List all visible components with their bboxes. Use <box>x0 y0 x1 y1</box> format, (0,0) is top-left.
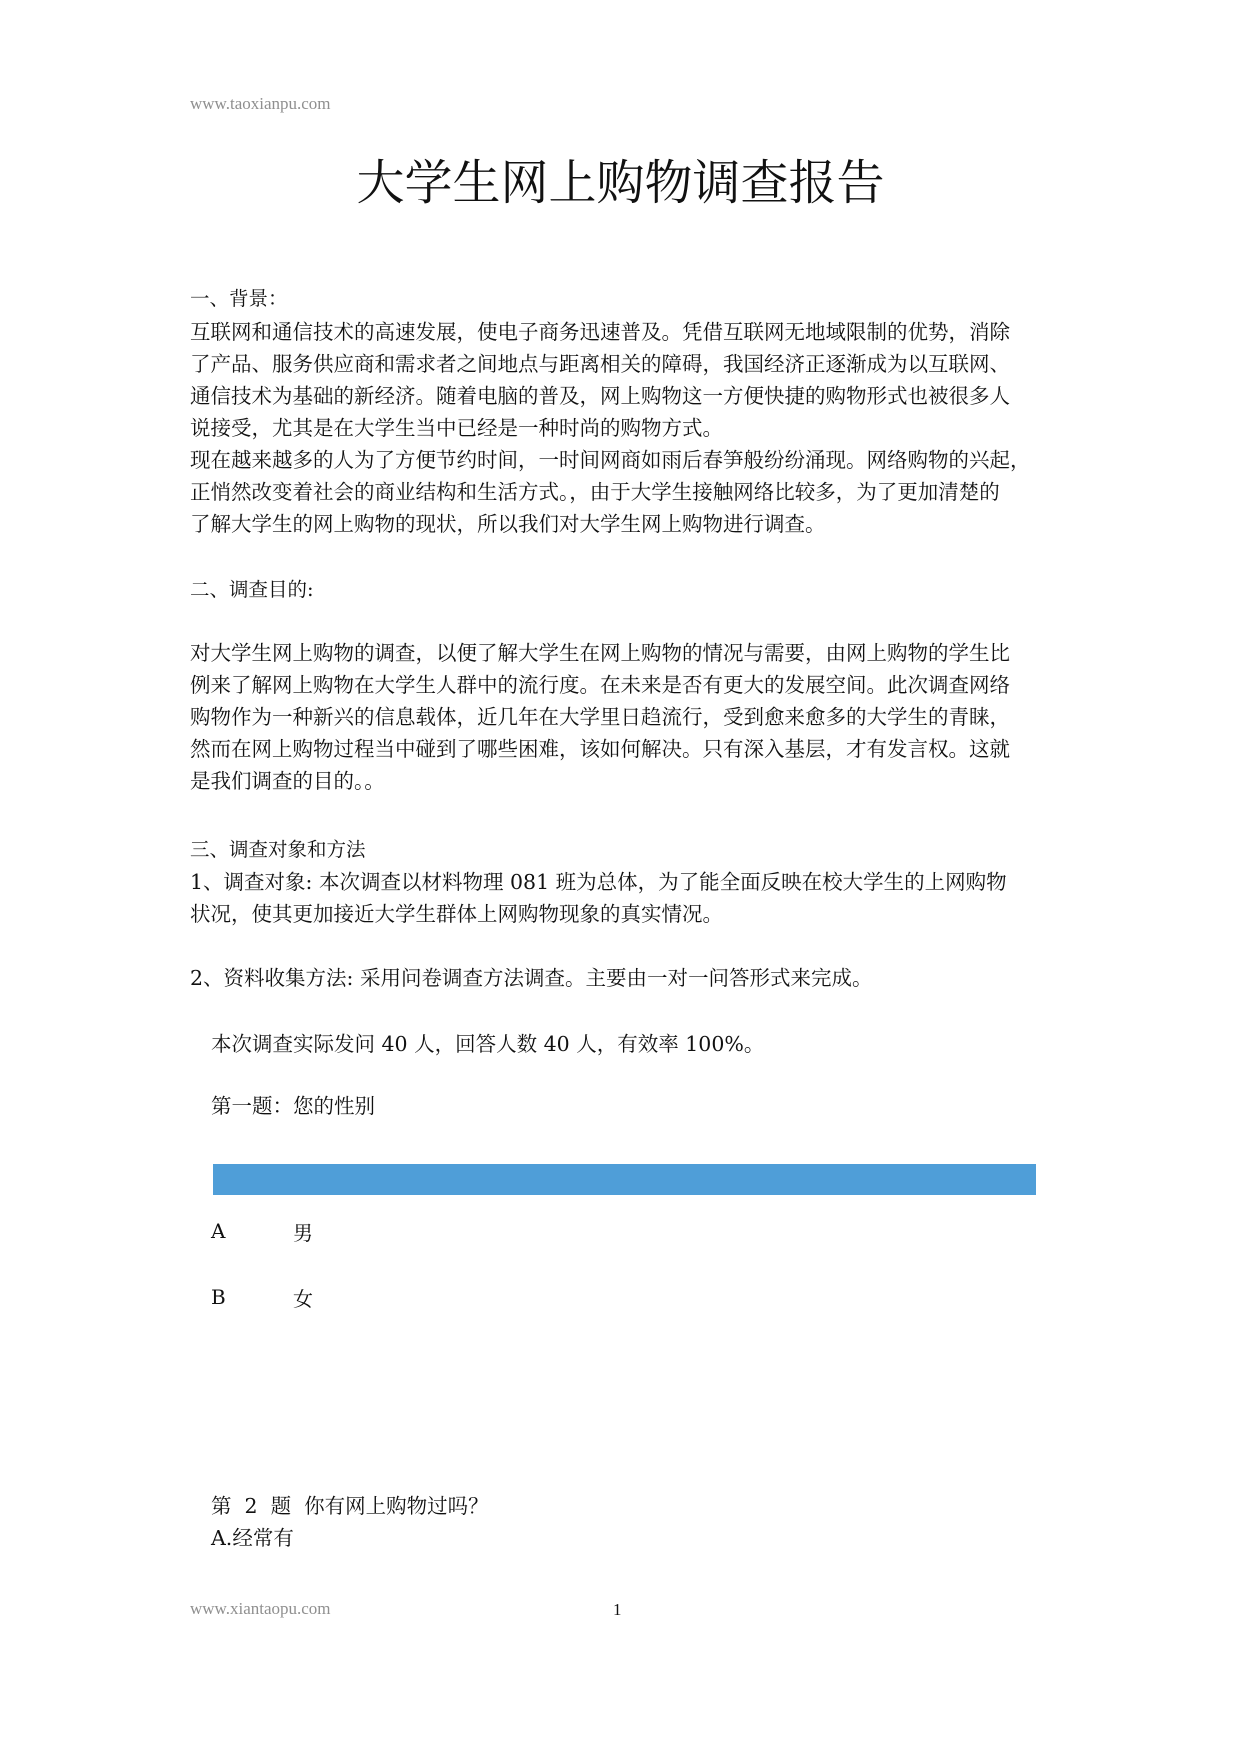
section-heading-background: 一、背景： <box>190 287 288 310</box>
text-line: 1、调查对象: 本次调查以材料物理 081 班为总体，为了能全面反映在校大学生的上网购物 <box>190 870 1007 894</box>
question-2-option-a: A.经常有 <box>211 1526 294 1550</box>
question-1-label: 第一题：您的性别 <box>211 1094 375 1118</box>
question-1-bar <box>213 1164 1036 1195</box>
background-paragraph-2 <box>190 444 1065 540</box>
text-line: 现在越来越多的人为了方便节约时间，一时间网商如雨后春笋般纷纷涌现。网络购物的兴起， <box>190 448 1031 472</box>
background-paragraph-1 <box>190 316 1065 444</box>
text-line: 了产品、服务供应商和需求者之间地点与距离相关的障碍，我国经济正逐渐成为以互联网、 <box>190 352 1010 376</box>
option-text: 男 <box>293 1221 313 1245</box>
text-line: 购物作为一种新兴的信息载体，近几年在大学里日趋流行，受到愈来愈多的大学生的青睐， <box>190 705 1010 729</box>
text-line: 通信技术为基础的新经济。随着电脑的普及，网上购物这一方便快捷的购物形式也被很多人 <box>190 384 1010 408</box>
text-line: 了解大学生的网上购物的现状，所以我们对大学生网上购物进行调查。 <box>190 512 826 536</box>
text-line: 例来了解网上购物在大学生人群中的流行度。在未来是否有更大的发展空间。此次调查网络 <box>190 673 1010 697</box>
text-line: 正悄然改变着社会的商业结构和生活方式。，由于大学生接触网络比较多，为了更加清楚的 <box>190 480 1000 504</box>
option-text: 女 <box>293 1287 313 1311</box>
text-line: 对大学生网上购物的调查，以便了解大学生在网上购物的情况与需要，由网上购物的学生比 <box>190 641 1010 665</box>
survey-subject-paragraph <box>190 866 1065 930</box>
option-letter: A <box>211 1219 226 1243</box>
footer-url: www.xiantaopu.com <box>190 1599 331 1618</box>
text-line: 状况，使其更加接近大学生群体上网购物现象的真实情况。 <box>190 902 723 926</box>
text-line: 然而在网上购物过程当中碰到了哪些困难，该如何解决。只有深入基层，才有发言权。这就 <box>190 737 1010 761</box>
page-number: 1 <box>613 1600 622 1619</box>
header-url: www.taoxianpu.com <box>190 94 331 113</box>
data-collection-method: 2、资料收集方法: 采用问卷调查方法调查。主要由一对一问答形式来完成。 <box>190 966 873 990</box>
survey-stats: 本次调查实际发问 40 人，回答人数 40 人，有效率 100%。 <box>211 1032 765 1056</box>
text-line: 说接受，尤其是在大学生当中已经是一种时尚的购物方式。 <box>190 416 723 440</box>
purpose-paragraph <box>190 637 1065 797</box>
text-line: 互联网和通信技术的高速发展，使电子商务迅速普及。凭借互联网无地域限制的优势，消除 <box>190 320 1010 344</box>
text-line: 是我们调查的目的。。 <box>190 769 385 793</box>
option-letter: B <box>211 1285 226 1309</box>
question-2-label: 第 2 题 你有网上购物过吗？ <box>211 1494 489 1518</box>
page-title: 大学生网上购物调查报告 <box>356 155 885 211</box>
section-heading-method: 三、调查对象和方法 <box>190 838 366 861</box>
section-heading-purpose: 二、调查目的: <box>190 578 314 601</box>
